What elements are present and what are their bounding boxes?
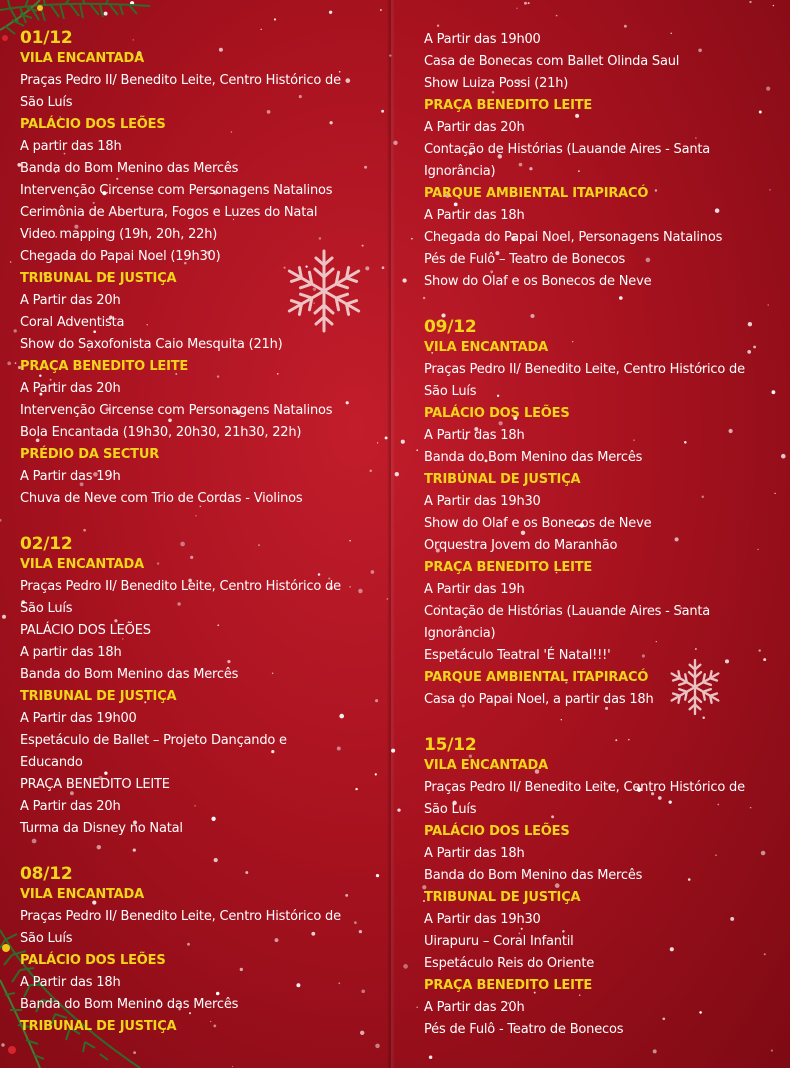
event-date: 02/12 [20, 534, 73, 554]
event-line: Praças Pedro II/ Benedito Leite, Centro Histórico de [20, 73, 341, 88]
venue-heading: PRAÇA BENEDITO LEITE [20, 359, 189, 374]
event-line: PALÁCIO DOS LEÕES [20, 623, 151, 638]
event-line: Espetáculo de Ballet – Projeto Dançando e [20, 733, 287, 748]
venue-heading: VILA ENCANTADA [20, 51, 144, 66]
venue-heading: VILA ENCANTADA [20, 887, 144, 902]
event-line: Contação de Histórias (Lauande Aires - Santa [424, 142, 711, 157]
event-line: A Partir das 19h [424, 582, 525, 597]
section-spacer [20, 840, 388, 862]
venue-heading: PRAÇA BENEDITO LEITE [424, 98, 593, 113]
venue-heading: PALÁCIO DOS LEÕES [20, 953, 166, 968]
event-line: Casa do Papai Noel, a partir das 18h [424, 692, 654, 707]
event-line: Praças Pedro II/ Benedito Leite, Centro Histórico de [20, 579, 341, 594]
venue-heading: PALÁCIO DOS LEÕES [20, 117, 166, 132]
event-line: Show Luiza Possi (21h) [424, 76, 569, 91]
event-line: Intervenção Circense com Personagens Natalinos [20, 403, 333, 418]
venue-heading: PALÁCIO DOS LEÕES [424, 824, 570, 839]
event-line: Chegada do Papai Noel, Personagens Natalinos [424, 230, 723, 245]
event-line: A partir das 18h [20, 645, 122, 660]
event-line: Espetáculo Teatral 'É Natal!!!' [424, 648, 611, 663]
venue-heading: TRIBUNAL DE JUSTIÇA [424, 890, 581, 905]
event-line: Show do Saxofonista Caio Mesquita (21h) [20, 337, 283, 352]
venue-heading: VILA ENCANTADA [424, 340, 548, 355]
section-spacer [424, 293, 790, 315]
event-line: Uirapuru – Coral Infantil [424, 934, 574, 949]
event-line: A Partir das 20h [20, 799, 121, 814]
venue-heading: TRIBUNAL DE JUSTIÇA [20, 271, 177, 286]
event-line: Bola Encantada (19h30, 20h30, 21h30, 22h) [20, 425, 302, 440]
event-line: Banda do Bom Menino das Mercês [20, 667, 239, 682]
venue-heading: TRIBUNAL DE JUSTIÇA [20, 689, 177, 704]
schedule-column-left [20, 26, 388, 1038]
event-line: Orquestra Jovem do Maranhão [424, 538, 618, 553]
schedule-column-right [424, 29, 790, 1041]
event-line: Ignorância) [424, 626, 496, 641]
event-line: Espetáculo Reis do Oriente [424, 956, 595, 971]
event-line: A Partir das 18h [424, 428, 525, 443]
venue-heading: TRIBUNAL DE JUSTIÇA [424, 472, 581, 487]
event-line: Educando [20, 755, 83, 770]
event-date: 01/12 [20, 28, 73, 48]
event-date: 08/12 [20, 864, 73, 884]
event-line: PRAÇA BENEDITO LEITE [20, 777, 170, 792]
event-date: 15/12 [424, 735, 477, 755]
event-line: A Partir das 19h30 [424, 912, 541, 927]
event-line: São Luís [424, 802, 477, 817]
venue-heading: PARQUE AMBIENTAL ITAPIRACÓ [424, 670, 649, 685]
event-line: Praças Pedro II/ Benedito Leite, Centro Histórico de [424, 362, 745, 377]
event-line: Pés de Fulô – Teatro de Bonecos [424, 252, 626, 267]
venue-heading: VILA ENCANTADA [424, 758, 548, 773]
event-line: A Partir das 20h [424, 1000, 525, 1015]
event-line: Banda do Bom Menino das Mercês [424, 450, 643, 465]
event-line: A Partir das 20h [424, 120, 525, 135]
event-line: A Partir das 20h [20, 293, 121, 308]
event-line: São Luís [20, 95, 73, 110]
event-line: A Partir das 19h [20, 469, 121, 484]
event-line: Chuva de Neve com Trio de Cordas - Violinos [20, 491, 303, 506]
event-line: A Partir das 18h [20, 975, 121, 990]
page-fold [387, 0, 395, 1068]
venue-heading: PRAÇA BENEDITO LEITE [424, 560, 593, 575]
event-line: São Luís [20, 931, 73, 946]
event-line: Chegada do Papai Noel (19h30) [20, 249, 221, 264]
venue-heading: TRIBUNAL DE JUSTIÇA [20, 1019, 177, 1034]
event-line: A Partir das 18h [424, 208, 525, 223]
event-line: Casa de Bonecas com Ballet Olinda Saul [424, 54, 680, 69]
venue-heading: PRÉDIO DA SECTUR [20, 447, 160, 462]
event-line: Praças Pedro II/ Benedito Leite, Centro Histórico de [20, 909, 341, 924]
event-line: A Partir das 20h [20, 381, 121, 396]
event-line: Pés de Fulô - Teatro de Bonecos [424, 1022, 624, 1037]
event-line: Banda do Bom Menino das Mercês [20, 997, 239, 1012]
event-line: A partir das 18h [20, 139, 122, 154]
event-line: A Partir das 18h [424, 846, 525, 861]
venue-heading: PALÁCIO DOS LEÕES [424, 406, 570, 421]
venue-heading: VILA ENCANTADA [20, 557, 144, 572]
event-line: Turma da Disney no Natal [20, 821, 183, 836]
event-line: São Luís [20, 601, 73, 616]
event-line: Contação de Histórias (Lauande Aires - Santa [424, 604, 711, 619]
venue-heading: PARQUE AMBIENTAL ITAPIRACÓ [424, 186, 649, 201]
event-line: Show do Olaf e os Bonecos de Neve [424, 274, 652, 289]
section-spacer [20, 510, 388, 532]
event-date: 09/12 [424, 317, 477, 337]
section-spacer [424, 711, 790, 733]
event-line: Intervenção Circense com Personagens Natalinos [20, 183, 333, 198]
event-line: Ignorância) [424, 164, 496, 179]
event-line: A Partir das 19h00 [20, 711, 137, 726]
event-line: A Partir das 19h30 [424, 494, 541, 509]
event-line: Show do Olaf e os Bonecos de Neve [424, 516, 652, 531]
event-line: Video mapping (19h, 20h, 22h) [20, 227, 218, 242]
event-line: Banda do Bom Menino das Mercês [424, 868, 643, 883]
event-line: Cerimônia de Abertura, Fogos e Luzes do Natal [20, 205, 318, 220]
event-line: Coral Adventista [20, 315, 125, 330]
venue-heading: PRAÇA BENEDITO LEITE [424, 978, 593, 993]
event-line: São Luís [424, 384, 477, 399]
event-line: Praças Pedro II/ Benedito Leite, Centro Histórico de [424, 780, 745, 795]
event-line: A Partir das 19h00 [424, 32, 541, 47]
event-line: Banda do Bom Menino das Mercês [20, 161, 239, 176]
